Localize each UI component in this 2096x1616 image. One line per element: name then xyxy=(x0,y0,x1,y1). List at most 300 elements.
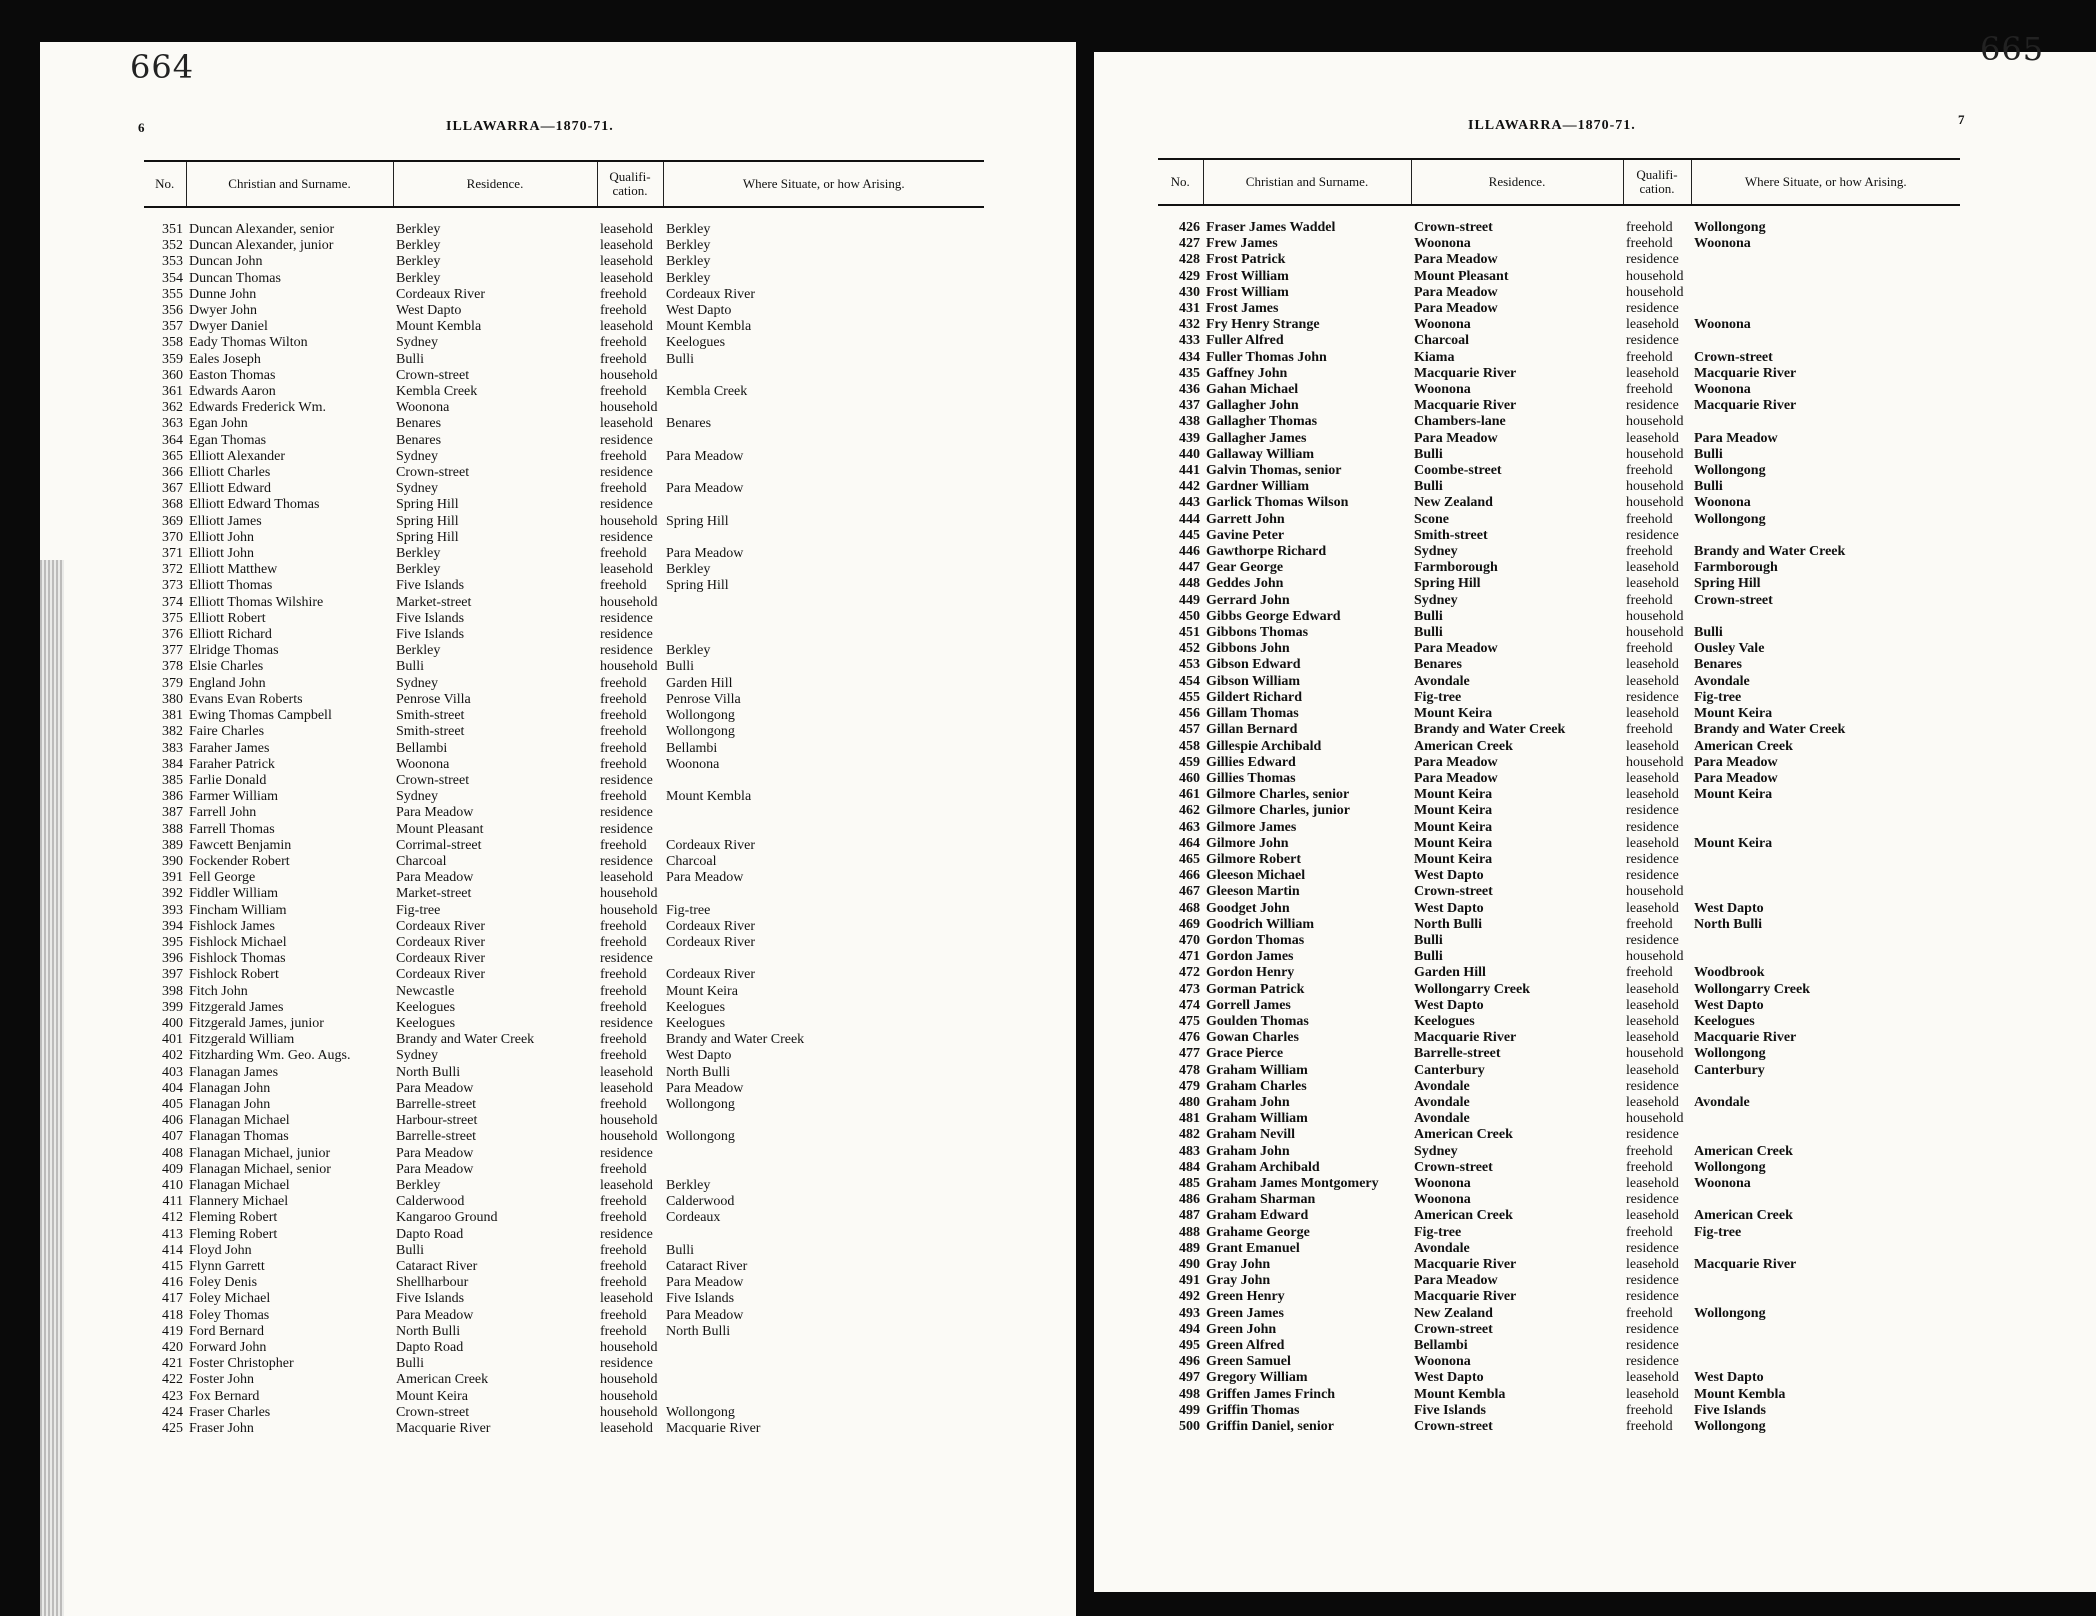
voter-name: Easton Thomas xyxy=(189,367,276,383)
entry-number: 377 xyxy=(162,643,183,659)
table-row xyxy=(144,303,984,319)
voter-name: Green Samuel xyxy=(1206,1354,1291,1370)
table-row xyxy=(144,741,984,757)
residence: Para Meadow xyxy=(1414,770,1498,786)
residence: Spring Hill xyxy=(1414,576,1481,592)
residence: American Creek xyxy=(1414,738,1513,754)
where-situate: Brandy and Water Creek xyxy=(1694,544,1846,560)
voter-name: Ford Bernard xyxy=(189,1323,265,1339)
voter-name: Foster John xyxy=(189,1372,254,1388)
entry-number: 465 xyxy=(1179,851,1200,867)
residence: Mount Keira xyxy=(1414,819,1493,835)
qualification: freehold xyxy=(600,789,647,805)
entry-number: 392 xyxy=(162,886,183,902)
residence: Canterbury xyxy=(1414,1062,1485,1078)
voter-name: Griffin Daniel, senior xyxy=(1206,1419,1334,1435)
qualification: freehold xyxy=(600,918,647,934)
where-situate xyxy=(663,497,984,513)
qualification: leasehold xyxy=(1626,997,1679,1013)
table-row xyxy=(144,1243,984,1259)
table-row xyxy=(144,789,984,805)
table-row xyxy=(144,627,984,643)
table-row xyxy=(1158,366,1960,382)
where-situate: Spring Hill xyxy=(666,513,729,529)
right-page xyxy=(1094,30,2096,1592)
voter-name: Foley Michael xyxy=(189,1291,271,1307)
table-row xyxy=(1158,1046,1960,1062)
where-situate: Macquarie River xyxy=(1694,365,1797,381)
voter-name: Green James xyxy=(1206,1305,1284,1321)
residence: Spring Hill xyxy=(396,513,459,529)
qualification: leasehold xyxy=(600,562,653,578)
residence: Berkley xyxy=(396,643,441,659)
residence: Crown-street xyxy=(1414,1321,1493,1337)
where-situate: Wollongong xyxy=(1694,463,1766,479)
where-situate: Bulli xyxy=(1694,479,1723,495)
voter-name: Gerrard John xyxy=(1206,592,1290,608)
qualification: freehold xyxy=(600,724,647,740)
entry-number: 441 xyxy=(1179,463,1200,479)
table-row xyxy=(1158,625,1960,641)
table-row xyxy=(144,1405,984,1421)
voter-name: Graham Nevill xyxy=(1206,1127,1296,1143)
residence: Bulli xyxy=(396,659,425,675)
qualification: residence xyxy=(1626,1273,1679,1289)
voter-name: Flanagan Thomas xyxy=(189,1129,289,1145)
residence: Cataract River xyxy=(396,1259,478,1274)
table-row xyxy=(1158,1095,1960,1111)
where-situate: Bulli xyxy=(666,1242,695,1258)
voter-name: Fleming Robert xyxy=(189,1210,278,1226)
qualification: residence xyxy=(1626,1240,1679,1256)
table-row xyxy=(1158,868,1960,884)
qualification: household xyxy=(600,659,658,675)
qualification: residence xyxy=(1626,1321,1679,1337)
table-row xyxy=(144,1113,984,1129)
table-row xyxy=(144,1162,984,1178)
qualification: residence xyxy=(600,853,653,869)
voter-name: Elliott James xyxy=(189,513,262,529)
entry-number: 448 xyxy=(1179,576,1200,592)
table-row xyxy=(144,1275,984,1291)
qualification: freehold xyxy=(1626,1143,1673,1159)
entry-number: 487 xyxy=(1179,1208,1200,1224)
residence: Woonona xyxy=(1414,236,1471,252)
where-situate xyxy=(663,595,984,611)
qualification: leasehold xyxy=(1626,1062,1679,1078)
where-situate: Cordeaux River xyxy=(666,918,756,934)
where-situate: North Bulli xyxy=(666,1323,731,1339)
entry-number: 490 xyxy=(1179,1257,1200,1272)
qualification: residence xyxy=(1626,1192,1679,1208)
voter-name: Farrell John xyxy=(189,805,257,821)
where-situate xyxy=(1691,1273,1960,1289)
residence: Corrimal-street xyxy=(396,837,482,853)
residence: Mount Keira xyxy=(396,1388,468,1404)
residence: Macquarie River xyxy=(1414,365,1517,381)
entry-number: 384 xyxy=(162,756,183,772)
entry-number: 457 xyxy=(1179,722,1200,738)
entry-number: 496 xyxy=(1179,1354,1200,1370)
entry-number: 369 xyxy=(162,513,183,529)
where-situate: West Dapto xyxy=(1694,1370,1764,1386)
where-situate: Woonona xyxy=(666,756,720,772)
qualification: household xyxy=(600,1372,658,1388)
table-row xyxy=(144,984,984,1000)
entry-number: 419 xyxy=(162,1323,183,1339)
table-row xyxy=(1158,1063,1960,1079)
entry-number: 368 xyxy=(162,497,183,513)
residence: Sydney xyxy=(396,675,438,691)
qualification: leasehold xyxy=(600,222,653,237)
voter-name: Eales Joseph xyxy=(189,351,261,367)
table-row xyxy=(1158,1176,1960,1192)
where-situate xyxy=(663,1340,984,1356)
residence: Keelogues xyxy=(396,999,456,1015)
residence: Mount Keira xyxy=(1414,787,1493,803)
table-row xyxy=(144,1129,984,1145)
qualification: freehold xyxy=(600,999,647,1015)
qualification: residence xyxy=(600,627,653,643)
entry-number: 463 xyxy=(1179,819,1200,835)
where-situate: Macquarie River xyxy=(666,1421,761,1437)
residence: Charcoal xyxy=(1414,333,1469,349)
where-situate xyxy=(1691,852,1960,868)
where-situate xyxy=(1691,1338,1960,1354)
where-situate xyxy=(663,1389,984,1405)
qualification: freehold xyxy=(600,351,647,367)
where-situate: West Dapto xyxy=(666,1048,732,1064)
qualification: freehold xyxy=(1626,641,1673,657)
residence: Bulli xyxy=(396,1356,425,1372)
entry-number: 493 xyxy=(1179,1305,1200,1321)
qualification: household xyxy=(1626,268,1684,284)
where-situate xyxy=(663,773,984,789)
entry-number: 352 xyxy=(162,238,183,254)
qualification: freehold xyxy=(1626,511,1673,527)
table-row xyxy=(1158,1306,1960,1322)
voter-name: Graham James Montgomery xyxy=(1206,1175,1379,1191)
table-row xyxy=(144,238,984,254)
where-situate xyxy=(1691,884,1960,900)
residence: Para Meadow xyxy=(396,1161,474,1177)
table-row xyxy=(1158,205,1960,236)
entry-number: 430 xyxy=(1179,284,1200,300)
entry-number: 482 xyxy=(1179,1127,1200,1143)
voter-name: Evans Evan Roberts xyxy=(189,691,303,707)
residence: Fig-tree xyxy=(1414,1224,1462,1240)
where-situate: Benares xyxy=(666,416,712,432)
voter-name: Elliott Richard xyxy=(189,627,272,643)
header-where: Where Situate, or how Arising. xyxy=(1691,159,1960,205)
header-residence: Residence. xyxy=(393,161,597,207)
where-situate: Para Meadow xyxy=(1694,430,1778,446)
table-row xyxy=(144,805,984,821)
voter-name: Gilmore Robert xyxy=(1206,851,1301,867)
table-row xyxy=(1158,398,1960,414)
voter-name: Gillies Thomas xyxy=(1206,770,1296,786)
table-row xyxy=(1158,528,1960,544)
where-situate: Cordeaux River xyxy=(666,286,756,302)
left-page xyxy=(40,42,1076,1616)
voter-name: Elliott Edward Thomas xyxy=(189,497,320,513)
residence: Sydney xyxy=(396,481,438,497)
qualification: freehold xyxy=(600,983,647,999)
voter-name: Gawthorpe Richard xyxy=(1206,544,1327,560)
table-row xyxy=(1158,350,1960,366)
where-situate: Garden Hill xyxy=(666,675,733,691)
table-row xyxy=(1158,706,1960,722)
entry-number: 447 xyxy=(1179,560,1200,576)
where-situate: Mount Keira xyxy=(1694,706,1773,722)
qualification: freehold xyxy=(1626,463,1673,479)
qualification: freehold xyxy=(600,837,647,853)
entry-number: 385 xyxy=(162,772,183,788)
where-situate xyxy=(663,400,984,416)
qualification: residence xyxy=(1626,1127,1679,1143)
residence: American Creek xyxy=(1414,1208,1513,1224)
where-situate: American Creek xyxy=(1694,1208,1793,1224)
header-name: Christian and Surname. xyxy=(186,161,393,207)
entry-number: 462 xyxy=(1179,803,1200,819)
table-row xyxy=(144,1421,984,1437)
residence: Cordeaux River xyxy=(396,286,486,302)
voter-name: Flanagan John xyxy=(189,1096,271,1112)
table-row xyxy=(1158,739,1960,755)
manuscript-page-number: 664 xyxy=(130,48,195,86)
table-row xyxy=(144,773,984,789)
residence: Kangaroo Ground xyxy=(396,1210,498,1226)
residence: Five Islands xyxy=(396,627,465,643)
residence: Kembla Creek xyxy=(396,384,478,400)
table-row xyxy=(1158,609,1960,625)
voter-name: Goulden Thomas xyxy=(1206,1013,1309,1029)
entry-number: 436 xyxy=(1179,382,1200,398)
where-situate: Cordeaux River xyxy=(666,837,756,853)
where-situate: Woonona xyxy=(1694,1175,1751,1191)
qualification: leasehold xyxy=(1626,430,1679,446)
entry-number: 390 xyxy=(162,853,183,869)
voter-name: Gallagher John xyxy=(1206,398,1299,414)
voter-name: Fishlock Thomas xyxy=(189,951,286,967)
qualification: residence xyxy=(600,610,653,626)
table-row xyxy=(144,433,984,449)
table-row xyxy=(144,870,984,886)
voter-name: Graham John xyxy=(1206,1143,1290,1159)
residence: Para Meadow xyxy=(1414,284,1498,300)
header-qualification: Qualifi-cation. xyxy=(1623,159,1691,205)
where-situate: Mount Keira xyxy=(666,983,738,999)
qualification: freehold xyxy=(1626,1305,1673,1321)
entry-number: 477 xyxy=(1179,1046,1200,1062)
where-situate: Wollongong xyxy=(666,1096,735,1112)
where-situate xyxy=(663,530,984,546)
where-situate xyxy=(663,951,984,967)
qualification: household xyxy=(1626,446,1684,462)
entry-number: 433 xyxy=(1179,333,1200,349)
entry-number: 353 xyxy=(162,254,183,270)
voter-name: Fishlock James xyxy=(189,918,275,934)
entry-number: 439 xyxy=(1179,430,1200,446)
qualification: residence xyxy=(600,1226,653,1242)
residence: Sydney xyxy=(396,789,438,805)
entry-number: 453 xyxy=(1179,657,1200,673)
voter-name: Foster Christopher xyxy=(189,1356,294,1372)
entry-number: 379 xyxy=(162,675,183,691)
entry-number: 460 xyxy=(1179,770,1200,786)
qualification: leasehold xyxy=(1626,1094,1679,1110)
residence: Cordeaux River xyxy=(396,951,486,967)
residence: Mount Keira xyxy=(1414,851,1493,867)
table-row xyxy=(144,1227,984,1243)
voter-name: Galvin Thomas, senior xyxy=(1206,463,1342,479)
where-situate: Macquarie River xyxy=(1694,1257,1797,1272)
residence: Sydney xyxy=(396,335,438,351)
where-situate xyxy=(1691,1354,1960,1370)
table-row xyxy=(144,757,984,773)
table-row xyxy=(1158,495,1960,511)
residence: Para Meadow xyxy=(396,805,474,821)
residence: Barrelle-street xyxy=(1414,1046,1501,1062)
entry-number: 426 xyxy=(1179,220,1200,235)
residence: Berkley xyxy=(396,1177,441,1193)
where-situate: Mount Kembla xyxy=(1694,1386,1786,1402)
where-situate: Calderwood xyxy=(666,1194,735,1210)
residence: Avondale xyxy=(1414,1240,1470,1256)
residence: Brandy and Water Creek xyxy=(1414,722,1566,738)
voter-name: Fitzgerald James xyxy=(189,999,284,1015)
voter-name: Gleeson Michael xyxy=(1206,868,1306,884)
residence: Berkley xyxy=(396,222,441,237)
residence: Berkley xyxy=(396,562,441,578)
where-situate xyxy=(1691,301,1960,317)
entry-number: 387 xyxy=(162,805,183,821)
table-row xyxy=(144,1097,984,1113)
qualification: leasehold xyxy=(1626,900,1679,916)
where-situate: West Dapto xyxy=(1694,997,1764,1013)
table-row xyxy=(144,287,984,303)
qualification: freehold xyxy=(1626,544,1673,560)
voter-name: Frost William xyxy=(1206,268,1289,284)
register-table xyxy=(1158,158,1960,1435)
qualification: residence xyxy=(600,821,653,837)
qualification: freehold xyxy=(600,384,647,400)
where-situate xyxy=(1691,269,1960,285)
entry-number: 358 xyxy=(162,335,183,351)
qualification: freehold xyxy=(600,1323,647,1339)
entry-number: 432 xyxy=(1179,317,1200,333)
entry-number: 486 xyxy=(1179,1192,1200,1208)
voter-name: Gavine Peter xyxy=(1206,527,1285,543)
entry-number: 403 xyxy=(162,1064,183,1080)
where-situate: Berkley xyxy=(666,222,711,237)
residence: Berkley xyxy=(396,254,441,270)
residence: Smith-street xyxy=(396,724,465,740)
voter-name: Elliott Thomas Wilshire xyxy=(189,594,324,610)
voter-name: Geddes John xyxy=(1206,576,1284,592)
qualification: residence xyxy=(600,805,653,821)
residence: Chambers-lane xyxy=(1414,414,1506,430)
table-row xyxy=(1158,1144,1960,1160)
qualification: freehold xyxy=(600,1032,647,1048)
where-situate xyxy=(1691,1127,1960,1143)
table-row xyxy=(1158,1370,1960,1386)
residence: Avondale xyxy=(1414,1111,1470,1127)
residence: Garden Hill xyxy=(1414,965,1486,981)
voter-name: Faire Charles xyxy=(189,724,265,740)
qualification: household xyxy=(1626,414,1684,430)
residence: Coombe-street xyxy=(1414,463,1502,479)
entry-number: 443 xyxy=(1179,495,1200,511)
entry-number: 459 xyxy=(1179,754,1200,770)
table-row xyxy=(144,335,984,351)
voter-name: Fishlock Michael xyxy=(189,934,287,950)
entry-number: 420 xyxy=(162,1340,183,1356)
where-situate: Berkley xyxy=(666,643,711,659)
entry-number: 372 xyxy=(162,562,183,578)
entry-number: 362 xyxy=(162,400,183,416)
table-row xyxy=(144,319,984,335)
table-row xyxy=(1158,1225,1960,1241)
table-row xyxy=(1158,933,1960,949)
residence: Spring Hill xyxy=(396,529,459,545)
table-row xyxy=(144,1372,984,1388)
entry-number: 466 xyxy=(1179,868,1200,884)
qualification: leasehold xyxy=(1626,981,1679,997)
where-situate: Spring Hill xyxy=(666,578,729,594)
voter-name: Gear George xyxy=(1206,560,1284,576)
voter-name: Garlick Thomas Wilson xyxy=(1206,495,1349,511)
voter-name: Edwards Aaron xyxy=(189,384,276,400)
table-row xyxy=(1158,285,1960,301)
where-situate: Wollongong xyxy=(666,708,735,724)
table-row xyxy=(144,1389,984,1405)
qualification: household xyxy=(600,1113,658,1129)
qualification: freehold xyxy=(600,546,647,562)
table-row xyxy=(1158,820,1960,836)
voter-name: Egan John xyxy=(189,416,248,432)
entry-number: 363 xyxy=(162,416,183,432)
where-situate: Wollongong xyxy=(1694,220,1766,235)
table-row xyxy=(144,1210,984,1226)
residence: Crown-street xyxy=(396,772,470,788)
entry-number: 494 xyxy=(1179,1321,1200,1337)
entry-number: 479 xyxy=(1179,1078,1200,1094)
voter-name: Elliott Charles xyxy=(189,465,271,481)
entry-number: 421 xyxy=(162,1356,183,1372)
residence: Kiama xyxy=(1414,349,1455,365)
qualification: household xyxy=(1626,284,1684,300)
voter-name: Gordon Henry xyxy=(1206,965,1295,981)
residence: Bulli xyxy=(1414,932,1443,948)
voter-name: Fishlock Robert xyxy=(189,967,279,983)
residence: Market-street xyxy=(396,886,472,902)
residence: Keelogues xyxy=(396,1015,456,1031)
voter-name: Flanagan John xyxy=(189,1080,271,1096)
voter-name: Duncan Alexander, senior xyxy=(189,222,335,237)
qualification: freehold xyxy=(600,708,647,724)
where-situate: Bulli xyxy=(1694,625,1723,641)
where-situate: Berkley xyxy=(666,562,711,578)
voter-name: Floyd John xyxy=(189,1242,252,1258)
qualification: household xyxy=(600,400,658,416)
entry-number: 455 xyxy=(1179,689,1200,705)
table-row xyxy=(144,514,984,530)
entry-number: 396 xyxy=(162,951,183,967)
where-situate: Fig-tree xyxy=(1694,1224,1742,1240)
voter-name: Gillan Bernard xyxy=(1206,722,1298,738)
where-situate: Fig-tree xyxy=(666,902,711,918)
